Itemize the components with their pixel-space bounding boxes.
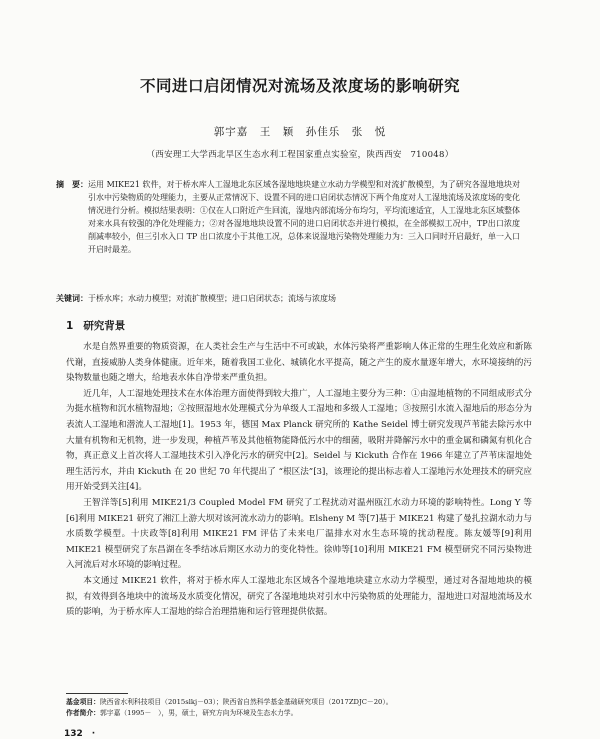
footnote-label: 基金项目： [66, 698, 100, 706]
footnote-text: 郭宇嘉（1995－ ），男，硕士，研究方向为环境及生态水力学。 [99, 708, 298, 717]
paragraph: 水是自然界重要的物质资源，在人类社会生产与生活中不可或缺，水体污染将严重影响人体正常的生理生化效应和新陈代谢，直接威胁人类身体健康。近年来，随着我国工业化、城镇化水平提高，随之产生的废水量逐年增大，水环境接纳的污染物数量也随之增大，给地表水体自净带来严重负担。 [66, 342, 532, 384]
keywords-text: 于桥水库；水动力模型；对流扩散模型；进口启闭状态；流场与浓度场 [88, 294, 336, 303]
footnote-author [66, 708, 532, 719]
abstract-block [56, 178, 520, 256]
abstract-label: 摘 要： [56, 180, 88, 189]
body-text [66, 340, 532, 621]
page-number: 132 · [64, 729, 96, 739]
abstract-text: 运用 MIKE21 软件，对于桥水库人工湿地北东区域各湿地地块建立水动力学模型和对流扩散模型，为了研究各湿地地块对引水中污染物质的处理能力，主要从正常情况下、设置不同的进口启闭状态情况下两个角度对人工湿地流场及浓度场的变化情况进行分析。模拟结果表明：①仅在人口附近产生回流，湿地内部流场分布均匀，平均流速适宜，人工湿地北东区域整体对来水具有较强的净化处理能力；②对各湿地地块设置不同的进口启闭状态并进行模拟，在全部模拟工况中，TP出口浓度削减率较小，但三引水入口 TP 出口浓度小于其他工况，总体来说湿地污染物处理能力为：三入口同时开启最好，单一入口开启时最差。 [88, 180, 520, 254]
paragraph: 近几年，人工湿地处理技术在水体治理方面使得到较大推广，人工湿地主要分为三种：①由湿地植物的不同组成形式分为挺水植物和沉水植物湿地；②按照湿地水处理模式分为单级人工湿地和多级人工湿地；③按照引水流入湿地后的形态分为表流人工湿地和潜流人工湿地[1]。1953 年，德国 Max Planck 研究所的 Kathe Seidel 博士研究发现芦苇能去除污水中大量有机物和无机物，进一步发现，种植芦苇及其他植物能降低污水中的细菌，吸附并降解污水中的重金属和磷氮有机化合物，真正意义上首次将人工湿地技术引入净化污水的研究中[2]。Seidel 与 Kickuth 合作在 1966 年建立了芦苇床湿地处理生活污水，并由 Kickuth 在 20 世纪 70 年代提出了 “根区法”[3]，该理论的提出标志着人工湿地污水处理技术的研究应用开始受到关注[4]。 [66, 388, 532, 493]
keywords-block [56, 292, 522, 305]
section-title: 研究背景 [83, 320, 126, 332]
section-number: 1 [66, 320, 74, 332]
footnote-label: 作者简介： [66, 708, 100, 717]
keywords-label: 关键词： [56, 294, 88, 303]
footnotes [66, 697, 532, 718]
footnote-text: 陕西省水利科技项目（2015slkj－03）；陕西省自然科学基金基础研究项目（2017ZDJC－20）。 [99, 698, 393, 706]
affiliation: （西安理工大学西北旱区生态水利工程国家重点实验室，陕西西安 710048） [146, 150, 454, 160]
paper-title: 不同进口启闭情况对流场及浓度场的影响研究 [139, 77, 460, 95]
author-list: 郭宇嘉 王 颖 孙佳乐 张 悦 [213, 126, 387, 138]
footnote-divider [66, 693, 128, 694]
paragraph: 王智洋等[5]利用 MIKE21/3 Coupled Model FM 研究了工程扰动对温州瓯江水动力环境的影响特性。Long Y 等[6]利用 MIKE21 研究了湘江上游大坝对该河流水动力的影响。Elsheny M 等[7]基于 MIKE21 构建了曼扎拉湖水动力与水质数学模型。十庆政等[8]利用 MIKE21 FM 评估了未来电厂温排水对水生态环境的扰动程度。陈友媛等[9]利用 MIKE21 模型研究了东昌湖在冬季结冰后期区水动力的变化特性。徐帅等[10]利用 MIKE21 FM 模型研究不同污染物进入河流后对水环境的影响过程。 [66, 497, 532, 571]
section-heading [66, 318, 125, 333]
footnote-funding [66, 697, 532, 708]
paragraph: 本文通过 MIKE21 软件，将对于桥水库人工湿地北东区域各个湿地地块建立水动力学模型，通过对各湿地地块的模拟，有效得到各地块中的流场及水质变化情况，研究了各湿地地块对引水中污染物质的处理能力，湿地进口对湿地流场及水质的影响，为于桥水库人工湿地的综合治理措施和运行管理提供依据。 [66, 575, 532, 618]
